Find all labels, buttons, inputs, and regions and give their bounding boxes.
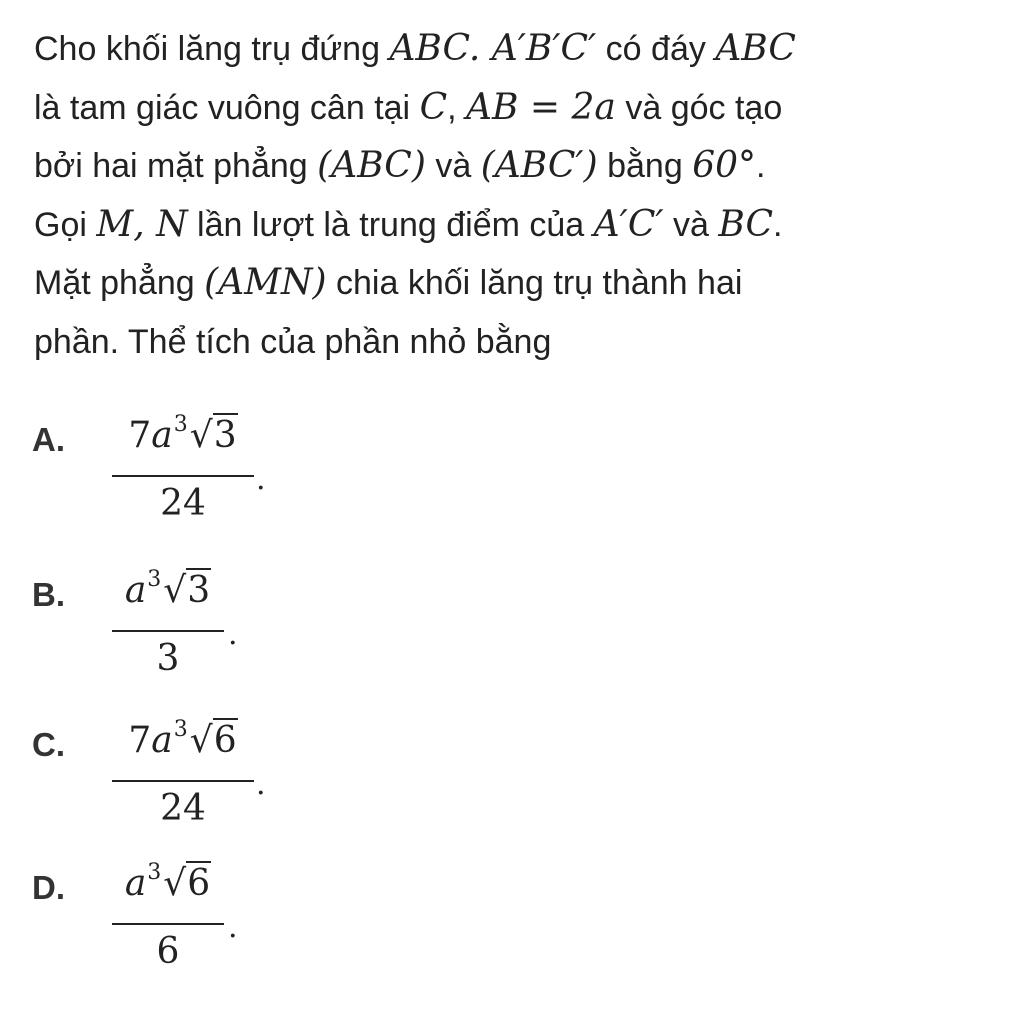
text: . (756, 147, 766, 185)
text: và góc tạo (615, 88, 783, 127)
coefficient: 7 (128, 415, 152, 456)
question-line-3 (34, 137, 994, 196)
text: , (447, 88, 467, 127)
math-angle-60: 60° (692, 145, 756, 186)
coefficient: 7 (128, 720, 152, 761)
fraction-numerator (112, 414, 254, 458)
fraction-denominator: 6 (156, 931, 180, 972)
period: . (228, 910, 238, 945)
text: là tam giác vuông cân tại (34, 88, 420, 127)
text: và (663, 205, 719, 244)
math-plane-abc: (ABC) (317, 145, 426, 186)
exponent: 3 (173, 412, 188, 437)
question-text (34, 20, 994, 371)
text: có đáy (596, 30, 716, 68)
question-line-4 (34, 196, 994, 255)
fraction-numerator (112, 862, 224, 906)
period: . (256, 462, 266, 497)
option-letter: B. (32, 576, 65, 613)
math-segment-a-c-prime: A′C′ (593, 203, 664, 245)
exponent: 3 (147, 860, 162, 885)
fraction-denominator: 24 (160, 483, 206, 524)
option-letter: C. (32, 726, 65, 763)
math-segment-bc: BC (718, 203, 774, 245)
text: Mặt phẳng (34, 264, 205, 302)
fraction-bar (112, 780, 254, 782)
sqrt-symbol: √3 (189, 415, 237, 456)
fraction-bar (112, 475, 254, 477)
fraction-bar (112, 923, 224, 925)
math-base-name: ABC (715, 28, 796, 69)
math-ab-length: AB = 2a (466, 86, 616, 128)
math-points-mn: M, N (96, 203, 188, 245)
text: và (425, 147, 481, 185)
question-line-6 (34, 313, 994, 372)
variable-a: a (151, 415, 173, 456)
math-plane-amn: (AMN) (204, 262, 327, 303)
math-vertex-c: C (419, 86, 448, 128)
fraction-denominator: 3 (156, 638, 180, 679)
radicand: 6 (213, 720, 237, 761)
text: Cho khối lăng trụ đứng (34, 30, 390, 68)
math-plane-abc-prime: (ABC′) (480, 145, 598, 186)
text: . (773, 205, 783, 244)
fraction-numerator (112, 569, 224, 613)
exponent: 3 (147, 567, 162, 592)
radicand: 6 (187, 863, 211, 904)
text: phần. Thể tích của phần nhỏ bằng (34, 322, 552, 361)
question-line-5 (34, 254, 994, 313)
radicand: 3 (213, 415, 237, 456)
text: chia khối lăng trụ thành hai (326, 264, 743, 302)
question-line-2 (34, 79, 994, 138)
fraction-bar (112, 630, 224, 632)
text: lần lượt là trung điểm của (187, 205, 594, 244)
fraction-denominator: 24 (160, 788, 206, 829)
text: bởi hai mặt phẳng (34, 147, 318, 185)
text: bằng (597, 147, 693, 185)
text: Gọi (34, 205, 97, 244)
fraction-numerator (112, 719, 254, 763)
variable-a: a (124, 570, 147, 611)
radicand: 3 (187, 570, 211, 611)
variable-a: a (151, 720, 173, 761)
sqrt-symbol: √6 (163, 863, 211, 904)
sqrt-symbol: √3 (163, 570, 211, 611)
math-prism-name: ABC. A′B′C′ (389, 28, 597, 69)
option-letter: A. (32, 421, 65, 458)
option-letter: D. (32, 869, 65, 906)
period: . (256, 767, 266, 802)
sqrt-symbol: √6 (189, 720, 237, 761)
question-line-1 (34, 20, 994, 79)
exponent: 3 (173, 717, 188, 742)
period: . (228, 617, 238, 652)
variable-a: a (124, 863, 147, 904)
